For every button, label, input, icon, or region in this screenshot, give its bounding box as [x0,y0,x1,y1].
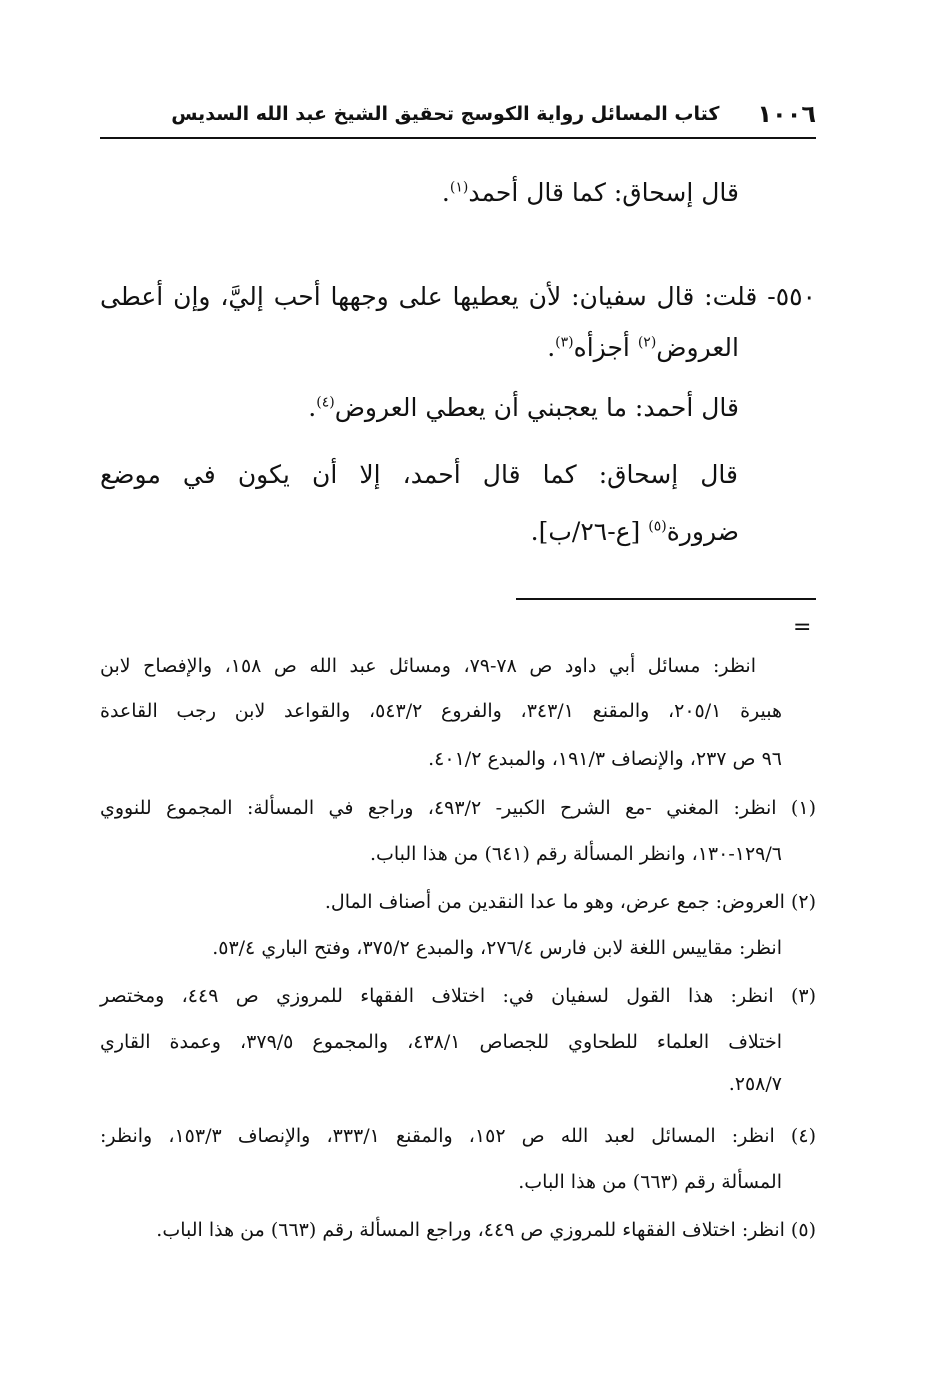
body-line-5: قال إسحاق: كما قال أحمد، إلا أن يكون في موضع [100,460,738,489]
footnote-line-4: (١) انظر: المغني -مع الشرح الكبير- ٤٩٣/٢، وراجع في المسألة: المجموع للنووي [100,797,816,819]
footnote-line-5: ١٢٩/٦-١٣٠، وانظر المسألة رقم (٦٤١) من هذا الباب. [369,843,782,865]
footnote-line-12: المسألة رقم (٦٦٣) من هذا الباب. [518,1171,782,1193]
footnote-line-6: (٢) العروض: جمع عرض، وهو ما عدا النقدين من أصناف المال. [324,891,816,913]
footnote-line-10: ٢٥٨/٧. [728,1073,782,1095]
body-line-3: العروض$^{(٢)}$ أجزأه$^{(٣)}$. [547,333,739,362]
footnote-separator [516,598,816,600]
running-title: كتاب المسائل رواية الكوسج تحقيق الشيخ عبد الله السديس [171,103,720,125]
footnote-ref-4[interactable]: (٤) [316,394,335,411]
footnote-line-11: (٤) انظر: المسائل لعبد الله ص ١٥٢، والمقنع ٣٣٣/١، والإنصاف ١٥٣/٣، وانظر: [100,1125,816,1147]
footnote-line-7: انظر: مقاييس اللغة لابن فارس ٢٧٦/٤، والمبدع ٣٧٥/٢، وفتح الباري ٥٣/٤. [212,937,782,959]
footnote-ref-3[interactable]: (٣) [555,334,574,351]
body-line-2: ٥٥٠- قلت: قال سفيان: لأن يعطيها على وجهها أحب إليَّ، وإن أعطى [100,282,816,311]
footnote-ref-1[interactable]: (١) [449,179,469,196]
body-line-6: ضرورة$^{(٥)}$ [ع-٢٦/ب]. [530,517,739,546]
footnote-line-2: هبيرة ٢٠٥/١، والمقنع ٣٤٣/١، والفروع ٥٤٣/٢، والقواعد لابن رجب القاعدة [100,700,782,722]
footnote-continuation-mark: = [793,615,812,640]
footnote-ref-5[interactable]: (٥) [648,518,667,535]
header-rule [100,137,816,139]
footnote-ref-2[interactable]: (٢) [637,334,657,351]
body-line-4: قال أحمد: ما يعجبني أن يعطي العروض$^{(٤)}$. [308,393,739,422]
footnote-line-3: ٩٦ ص ٢٣٧، والإنصاف ١٩١/٣، والمبدع ٤٠١/٢. [428,748,782,770]
footnote-line-13: (٥) انظر: اختلاف الفقهاء للمروزي ص ٤٤٩، وراجع المسألة رقم (٦٦٣) من هذا الباب. [156,1219,816,1241]
page-number: ١٠٠٦ [757,100,816,128]
body-line-1: قال إسحاق: كما قال أحمد$^{(١)}$. [441,178,739,207]
footnote-line-8: (٣) انظر: هذا القول لسفيان في: اختلاف الفقهاء للمروزي ص ٤٤٩، ومختصر [100,985,816,1007]
running-header [100,96,816,132]
footnote-line-1: انظر: مسائل أبي داود ص ٧٨-٧٩، ومسائل عبد الله ص ١٥٨، والإفصاح لابن [100,655,756,677]
footnote-line-9: اختلاف العلماء للطحاوي للجصاص ٤٣٨/١، والمجموع ٣٧٩/٥، وعمدة القاري [100,1031,782,1053]
